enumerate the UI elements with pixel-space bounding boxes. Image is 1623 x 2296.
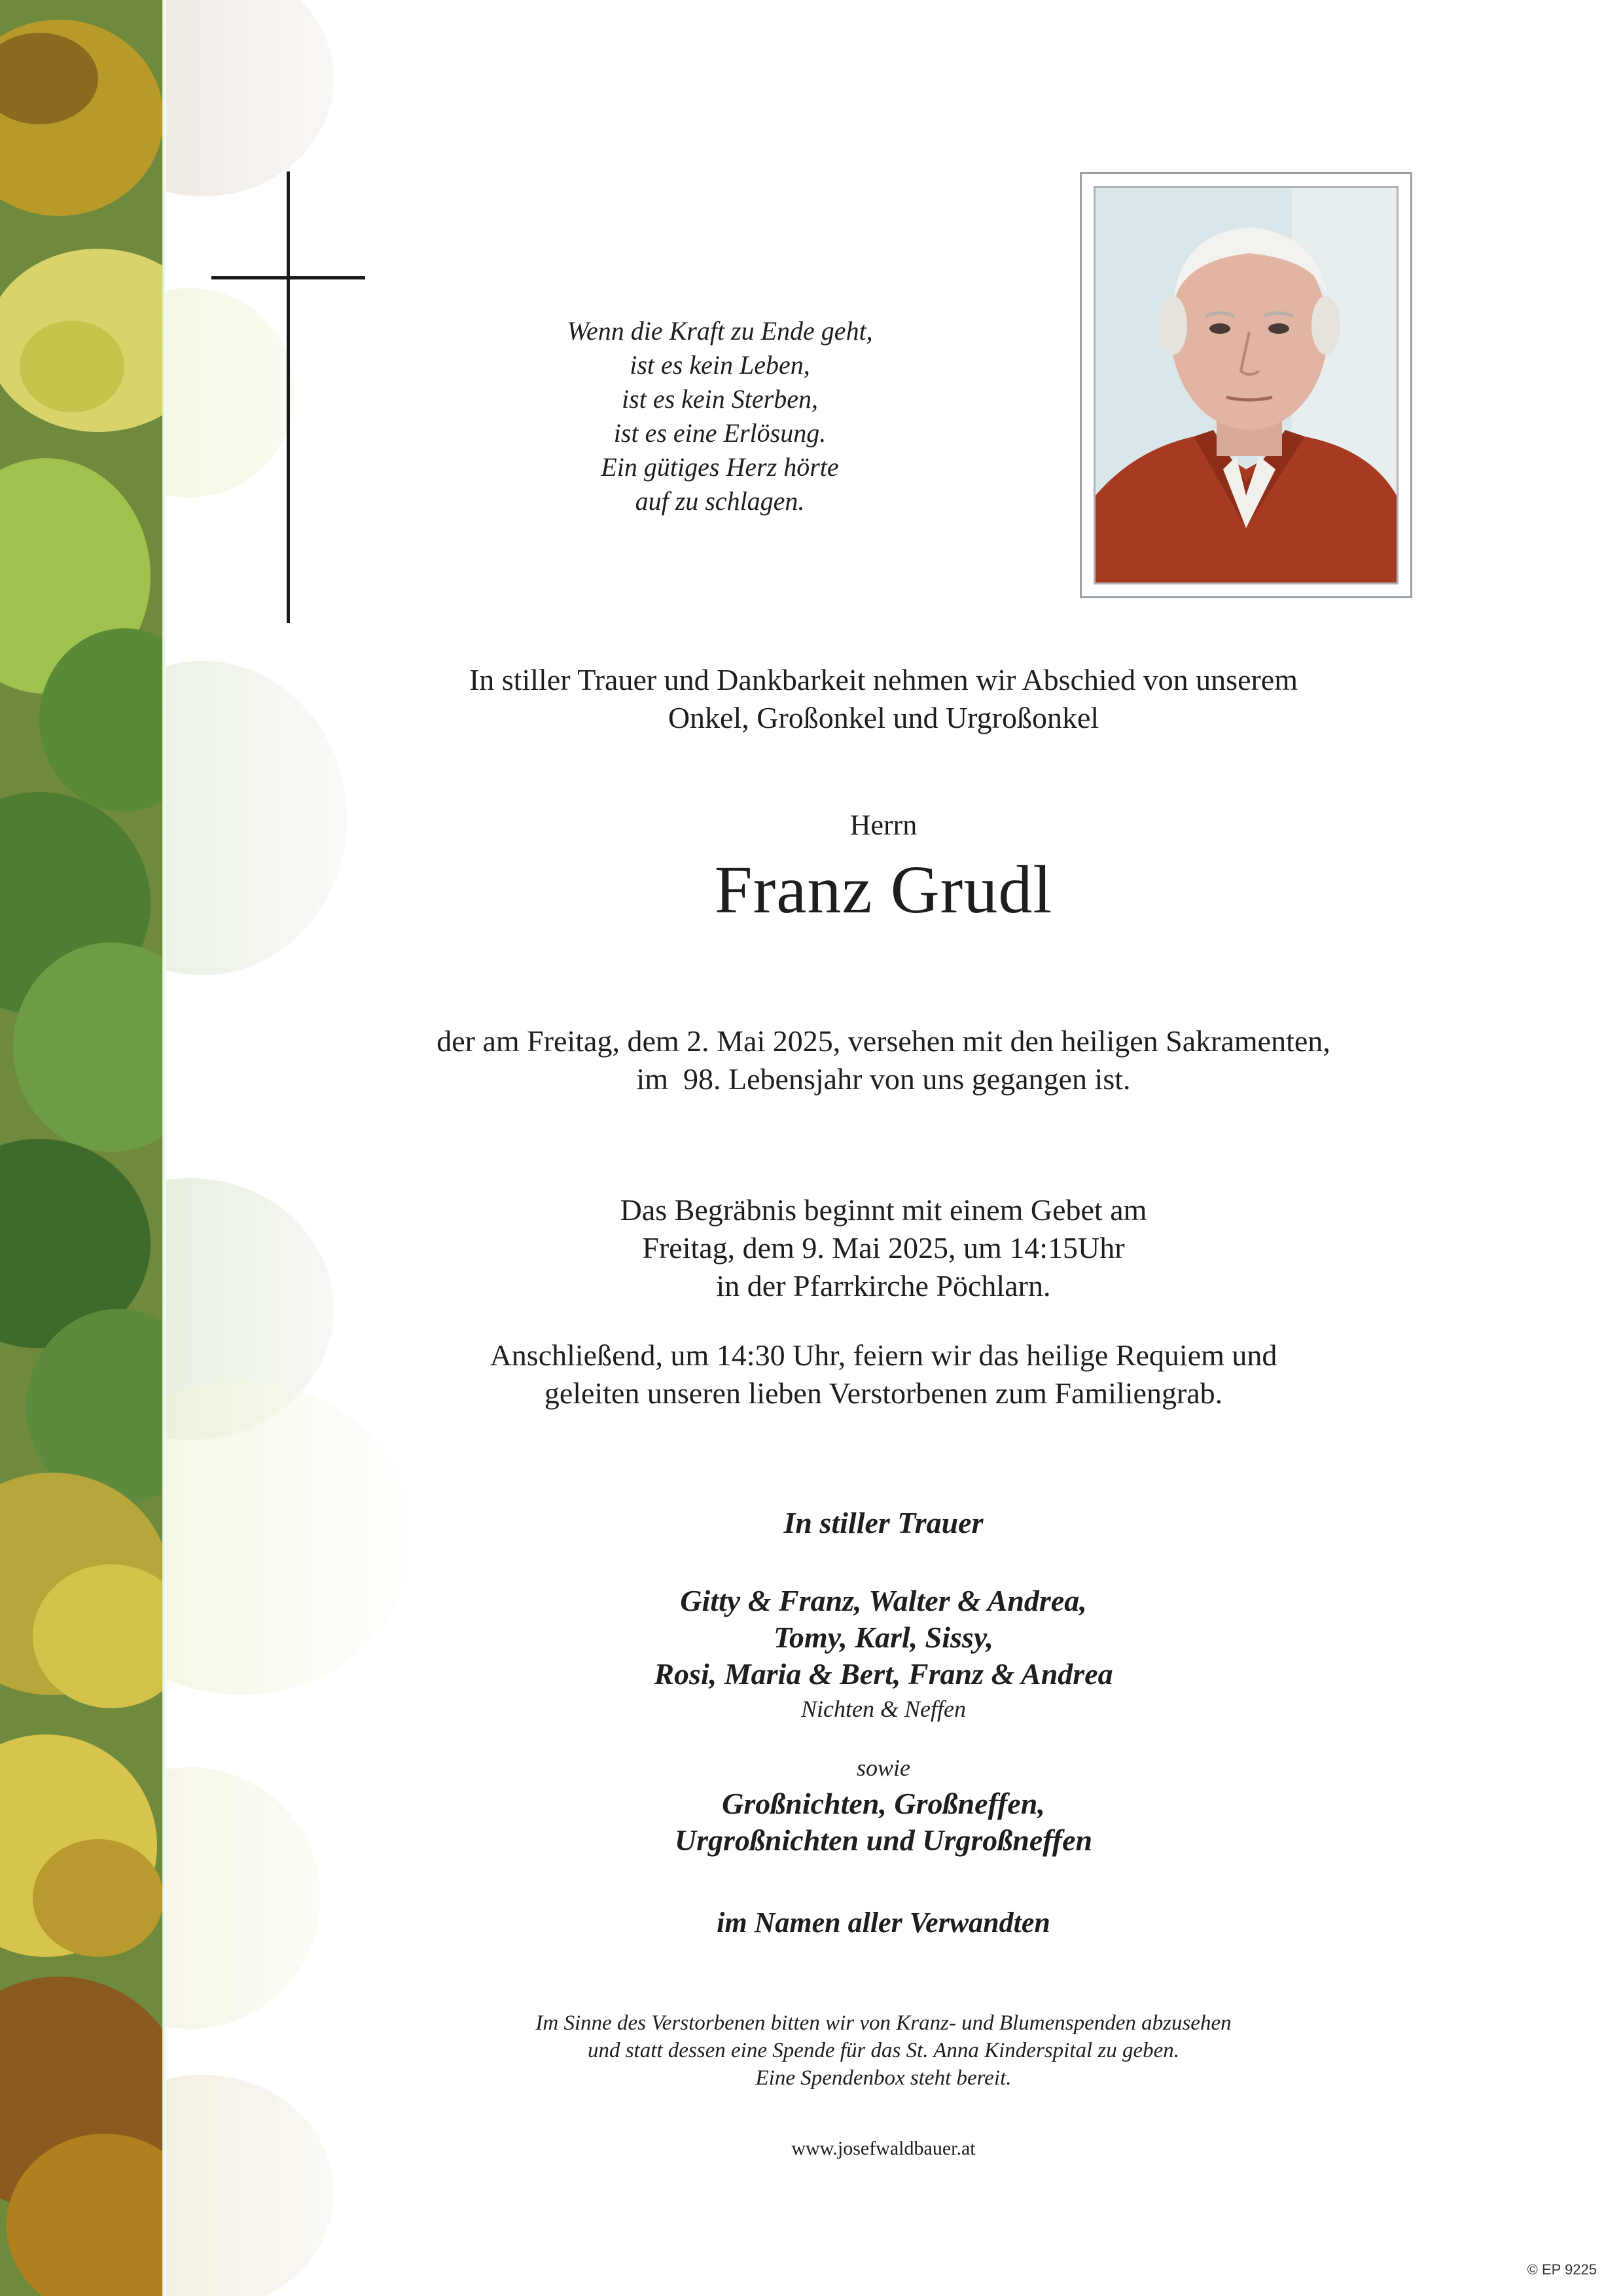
grand-relatives-line: Urgroßnichten und Urgroßneffen	[674, 1823, 1093, 1857]
funeral-line: Freitag, dem 9. Mai 2025, um 14:15Uhr	[642, 1231, 1125, 1265]
death-notice	[294, 1022, 1472, 1098]
salutation: Herrn	[849, 809, 918, 841]
requiem-info	[327, 1336, 1440, 1412]
portrait-frame	[1080, 172, 1412, 598]
donation-line: Eine Spendenbox steht bereit.	[755, 2066, 1012, 2090]
poem-line: ist es kein Sterben,	[622, 384, 818, 414]
intro-line: Onkel, Großonkel und Urgroßonkel	[668, 701, 1099, 734]
strip-divider	[162, 0, 166, 2296]
closing-line: im Namen aller Verwandten	[717, 1907, 1050, 1939]
relation-label: Nichten & Neffen	[801, 1696, 966, 1722]
funeral-line: Das Begräbnis beginnt mit einem Gebet am	[620, 1193, 1147, 1227]
poem-line: Ein gütiges Herz hörte	[601, 452, 839, 482]
donation-line: Im Sinne des Verstorbenen bitten wir von Kranz- und Blumenspenden abzusehen	[535, 2011, 1232, 2035]
poem	[497, 314, 942, 518]
poem-line: auf zu schlagen.	[635, 486, 805, 516]
website-link[interactable]: www.josefwaldbauer.at	[791, 2138, 976, 2159]
intro-line: In stiller Trauer und Dankbarkeit nehmen wir Abschied von unserem	[469, 663, 1298, 696]
death-line: der am Freitag, dem 2. Mai 2025, versehen mit den heiligen Sakramenten,	[437, 1024, 1330, 1058]
poem-line: Wenn die Kraft zu Ende geht,	[567, 316, 873, 346]
funeral-line: in der Pfarrkirche Pöchlarn.	[716, 1269, 1051, 1302]
sowie-label: sowie	[856, 1755, 910, 1781]
grand-relatives	[425, 1785, 1342, 1859]
donation-line: und statt dessen eine Spende für das St. Anna Kinderspital zu geben.	[587, 2039, 1180, 2062]
portrait-photo	[1094, 186, 1399, 584]
deceased-name: Franz Grudl	[714, 852, 1053, 927]
mourners-line: Gitty & Franz, Walter & Andrea,	[680, 1584, 1087, 1617]
poem-line: ist es eine Erlösung.	[613, 418, 827, 448]
intro-text	[327, 661, 1440, 737]
mourners-line: Tomy, Karl, Sissy,	[773, 1621, 994, 1654]
mourners-line: Rosi, Maria & Bert, Franz & Andrea	[654, 1657, 1113, 1691]
document-code: © EP 9225	[1527, 2261, 1597, 2278]
leaf-fade-decoration	[164, 0, 438, 2296]
donation-request	[393, 2009, 1374, 2092]
leaf-decoration	[0, 0, 164, 2296]
poem-line: ist es kein Leben,	[630, 350, 810, 380]
mourning-heading: In stiller Trauer	[783, 1506, 984, 1539]
funeral-info	[360, 1191, 1407, 1305]
requiem-line: Anschließend, um 14:30 Uhr, feiern wir das heilige Requiem und	[490, 1338, 1277, 1372]
mourners-list	[393, 1583, 1374, 1693]
grand-relatives-line: Großnichten, Großneffen,	[722, 1787, 1045, 1820]
requiem-line: geleiten unseren lieben Verstorbenen zum Familiengrab.	[544, 1376, 1223, 1410]
death-line: im 98. Lebensjahr von uns gegangen ist.	[636, 1062, 1131, 1096]
